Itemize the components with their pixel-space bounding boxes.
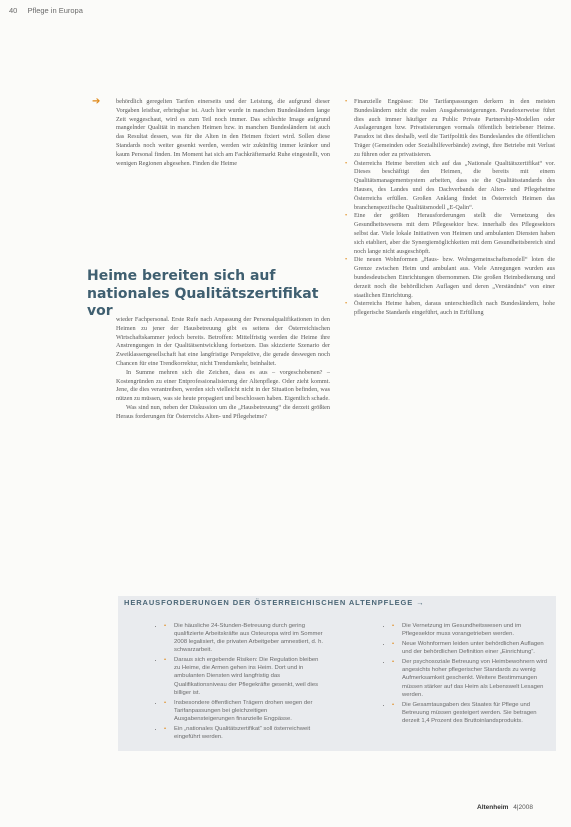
bullet-dot-icon: • • xyxy=(392,659,395,666)
list-item: • Österreichs Heime haben, daraus unterschiedlich nach Bundesländern, hohe pflegerische Standards eingeführt, auch in Erfüllung xyxy=(345,300,555,317)
bullet-dot-icon: • xyxy=(345,212,348,220)
list-item: • • Die Gesamtausgaben des Staates für Pflege und Betreuung müssen gesteigert werden. Sie betragen derzeit 1,4 Prozent des Bruttoinlandsprodukts. xyxy=(392,701,552,725)
bullet-list xyxy=(124,622,324,741)
list-item: • • Ein „nationales Qualitätszertifikat“ soll österreichweit eingeführt werden. xyxy=(164,725,324,741)
list-item: • Österreichs Heime bereiten sich auf das „Nationale Qualitätszertifikat“ vor. Dieses beschäftigt den Heimen, die bereits mit einem Qualitätsmanagementsystem arbeiten, dass sie die Qualitätsstandards des Hauses, des Landes und des Dachverbands der Alten- und Pflegeheime Österreichs erfüllen. Großen Anklang findet in Österreich Heimen das branchenspezifische Qualitätsmodell „E-Qalin“. xyxy=(345,159,555,211)
running-header xyxy=(9,6,83,15)
issue-number: 4|2008 xyxy=(513,804,533,811)
page-number: 40 xyxy=(9,6,18,15)
bullet-dot-icon: • • xyxy=(392,641,395,648)
page-footer xyxy=(477,804,533,811)
bullet-dot-icon: • xyxy=(345,300,348,308)
article-column-right xyxy=(345,98,555,318)
magazine-name: Altenheim xyxy=(477,804,509,811)
bullet-dot-icon: • • xyxy=(164,657,167,664)
paragraph: Was sind nun, neben der Diskussion um die „Hausbetreuung“ die derzeit größten Heraus forderungen für Österreichs Alten- und Pflegeheime? xyxy=(116,403,330,420)
article-column-left-bottom xyxy=(116,316,330,422)
bullet-dot-icon: • xyxy=(345,159,348,167)
bullet-dot-icon: • • xyxy=(164,726,167,733)
info-box-title: HERAUSFORDERUNGEN DER ÖSTERREICHISCHEN ALTENPFLEGE → xyxy=(124,598,425,607)
paragraph: wieder Fachpersonal. Erste Rufe nach Anpassung der Personalqualifikationen in den Heimen zu jener der Hausbetreuung gibt es seitens der Österreichischen Wirtschaftskammer jedoch bereits. Betroffen: Mittelfristig werden die Heime ihre Anstrengungen in der Qualitätsentwicklung fortsetzen. Das skizzierte Szenario der Zweiklassengesellschaft hat eine langfristige Perspektive, die gerade deswegen noch Chancen für eine Trendkorrektur, nicht Trendumkehr, beinhaltet. xyxy=(116,316,330,367)
bullet-list xyxy=(345,98,555,318)
list-item: • Die neuen Wohnformen „Haus- bzw. Wohngemeinschaftsmodell“ loten die Grenze zwischen Heim und ambulant aus. Viele Anregungen wurden aus bundesdeutschen Einrichtungen übernommen. Die großen Heimbedienung und derzeit noch die behördlichen Auflagen und deren „Verständnis“ von einer staatlichen Einrichtung. xyxy=(345,256,555,299)
bullet-dot-icon: • • xyxy=(164,622,167,629)
bullet-dot-icon: • • xyxy=(392,622,395,629)
list-item: • • Die häusliche 24-Stunden-Betreuung durch gering qualifizierte Arbeitskräfte aus Osteuropa wird im Sommer 2008 legalisiert, die privaten Arbeitgeber amnestiert, d. h. schwarzarbeit. xyxy=(164,622,324,654)
bullet-dot-icon: • • xyxy=(392,701,395,708)
list-item: • • Daraus sich ergebende Risiken: Die Regulation bleiben zu Heime, die Armen gehen ins Heim. Dort und in ambulanten Diensten wird langfristig das Qualifikationsniveau der Pflegekräfte gesenkt, weil dies billiger ist. xyxy=(164,656,324,696)
list-item: • Finanzielle Engpässe: Die Tarifanpassungen derkern in den meisten Bundesländern nicht die realen Ausgabensteigerungen. Paradoxerweise führt dies auch immer häufiger zu Public Private Partnership-Modellen oder Auslagerungen bzw. Privatisierungen vormals öffentlich betriebener Heime. Paradox ist dies deshalb, weil die Tarifpolitik des Bundeslandes die öffentlichen Träger (Gemeinden oder Sozialhilfeverbände) zwingt, ihre Betriebe mit Verlust zu führen oder zu privatisieren. xyxy=(345,98,555,158)
bullet-list xyxy=(352,622,552,725)
list-item: • • Der psychosoziale Betreuung von Heimbewohnern wird angesichts hoher pflegerischer Standards zu wenig Aufmerksamkeit geschenkt. Weitere Bestimmungen müssen stärker auf das Heim als Lebenswelt Lesagen werden. xyxy=(392,658,552,698)
list-item: • • Neue Wohnformen leiden unter behördlichen Auflagen und der behördlichen Definition einer „Einrichtung“. xyxy=(392,640,552,656)
list-item: • Eine der größten Herausforderungen stellt die Vernetzung des Gesundheitswesens mit dem Pflegesektor bzw. innerhalb des Pflegesektors selbst dar. Viele lokale Initiativen von Heimen und ambulanten Diensten haben sich etabliert, aber die Synergiemöglichkeiten mit dem Gesundheitsbereich sind noch lange nicht ausgeschöpft. xyxy=(345,212,555,255)
info-box-column-left xyxy=(124,616,324,747)
section-title: Pflege in Europa xyxy=(27,6,83,15)
bullet-dot-icon: • xyxy=(345,98,348,105)
bullet-dot-icon: • xyxy=(345,256,348,264)
arrow-right-icon: ➔ xyxy=(92,96,101,107)
list-item: • • Die Vernetzung im Gesundheitswesen und im Pflegesektor muss vorangetrieben werden. xyxy=(392,622,552,638)
bullet-dot-icon: • • xyxy=(164,699,167,706)
article-column-left-top xyxy=(116,98,330,168)
article-headline: Heime bereiten sich auf nationales Qualitätszertifikat vor xyxy=(87,268,319,319)
list-item: • • Insbesondere öffentlichen Trägern drohen wegen der Tarifanpassungen bei gleichzeitigen Ausgabensteigerungen finanzielle Engpässe. xyxy=(164,699,324,723)
info-box-column-right xyxy=(352,616,552,731)
paragraph: In Summe mehren sich die Zeichen, dass es aus – vorgeschobenen? – Kostengründen zu einer Entprofessionalisierung der Altenpflege. Oder zieht kommt. Jene, die dies verantreiben, werden sich vielleicht nicht in der Situation befinden, was nützen zu müssen, was sie heute propagiert und beschlossen haben. Eigentlich schade. xyxy=(116,368,330,403)
paragraph: behördlich geregelten Tarifen einerseits und der Leistung, die aufgrund dieser Vorgaben leistbar, erbringbar ist. Auch hier wurde in manchen Bundesländern lange Zeit weggeschaut, wird es zum Teil noch immer. Das schlechte Image aufgrund mangelnder Qualität in manchen Heimen bzw. in manchen Bundesländern ist auch das Resultat dessen, was für die Alten in den Heimen fixiert wird. Sollen diese Standards noch weiter gesenkt werden, werden wir zukünftig immer kränker und kaum Personal finden. Im Moment hat sich am Fachkräftemarkt Ruhe eingestellt, von wenigen Regionen abgesehen. Finden die Heime xyxy=(116,98,330,167)
